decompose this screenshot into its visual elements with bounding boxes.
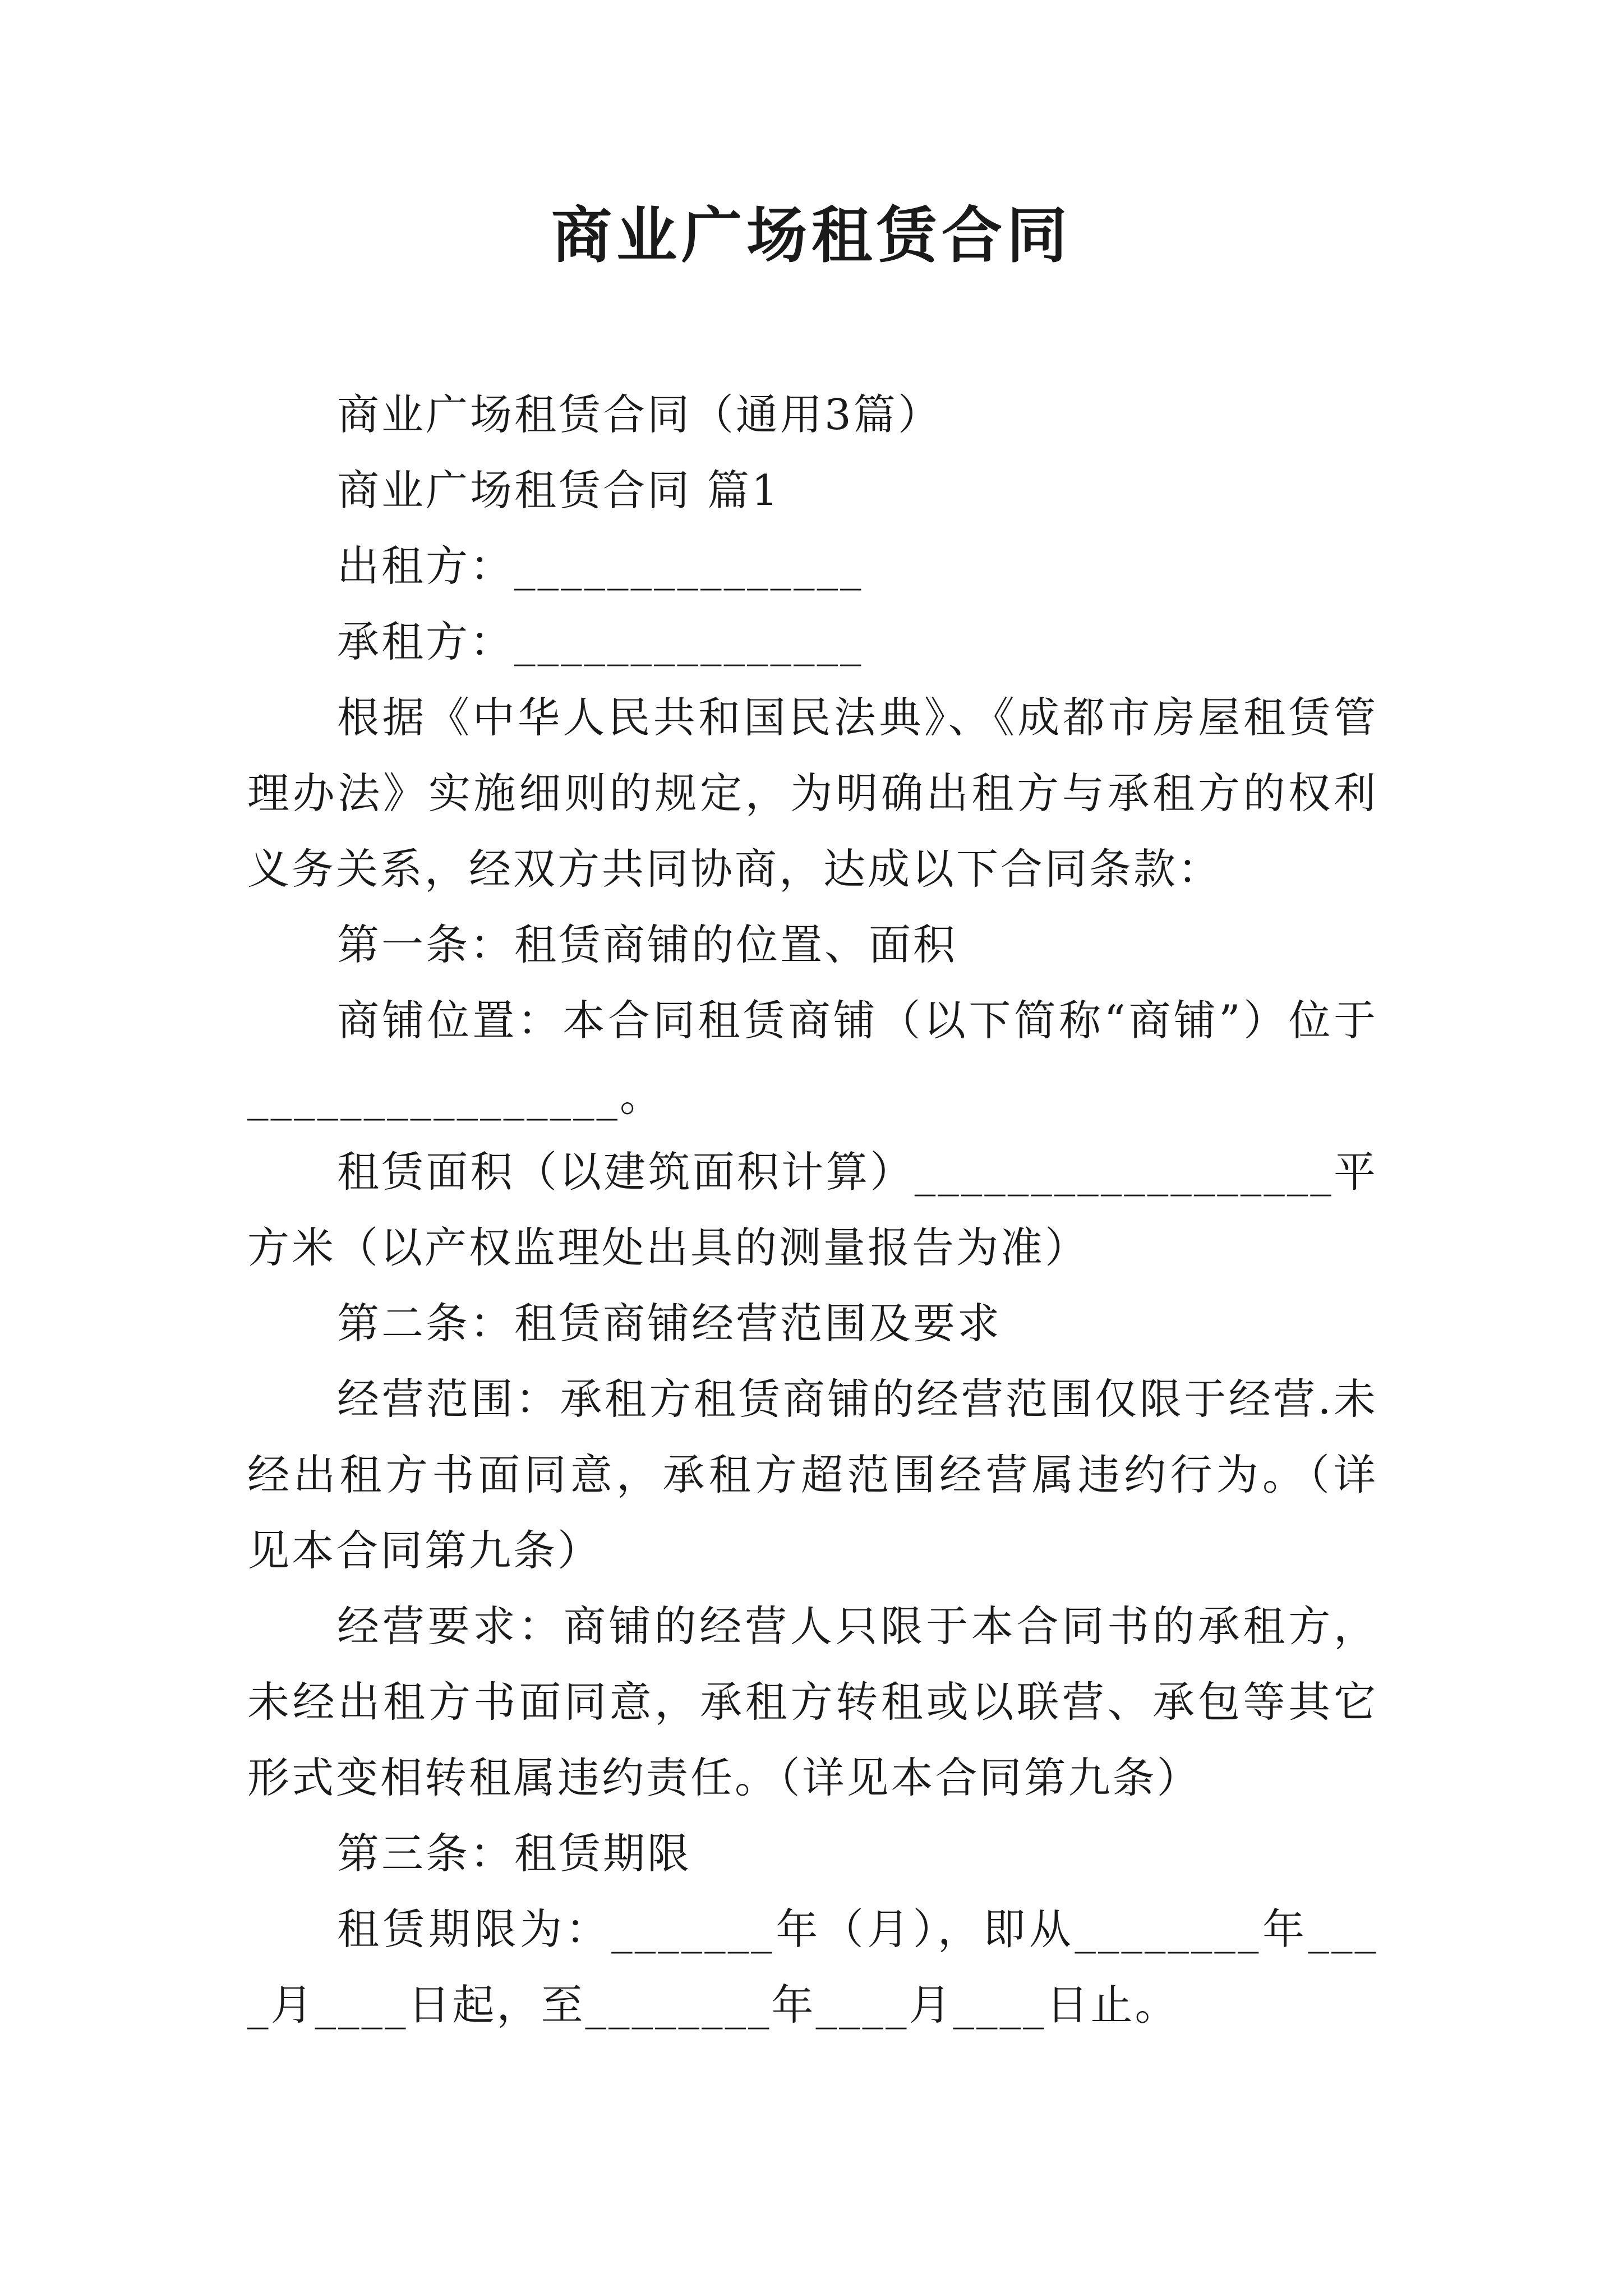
document-title: 商业广场租赁合同 <box>551 200 1072 271</box>
preamble-paragraph: 根据《中华人民共和国民法典》、《成都市房屋租赁管理办法》实施细则的规定，为明确出租方与承租方的权利义务关系，经双方共同协商，达成以下合同条款： <box>247 693 1378 894</box>
article-2-heading: 第二条：租赁商铺经营范围及要求 <box>337 1299 1002 1348</box>
shop-location-paragraph: 商铺位置：本合同租赁商铺（以下简称“商铺”）位于________________。 <box>247 996 1378 1121</box>
lessor-line: 出租方：_______________ <box>337 541 864 591</box>
business-requirements-paragraph: 经营要求：商铺的经营人只限于本合同书的承租方，未经出租方书面同意，承租方转租或以联营、承包等其它形式变相转租属违约责任。（详见本合同第九条） <box>247 1602 1378 1802</box>
document-body <box>247 377 1378 2043</box>
section-heading: 商业广场租赁合同 篇1 <box>337 466 781 515</box>
business-scope-paragraph: 经营范围：承租方租赁商铺的经营范围仅限于经营.未经出租方书面同意，承租方超范围经营属违约行为。（详见本合同第九条） <box>247 1374 1378 1575</box>
lease-term-paragraph: 租赁期限为：_______年（月），即从________年____月____日起，至________年____月____日止。 <box>247 1904 1378 2030</box>
article-1-heading: 第一条：租赁商铺的位置、面积 <box>337 920 958 969</box>
rental-area-paragraph: 租赁面积（以建筑面积计算）__________________平方米（以产权监理处出具的测量报告为准） <box>247 1147 1378 1272</box>
article-3-heading: 第三条：租赁期限 <box>337 1829 692 1878</box>
doc-subtitle: 商业广场租赁合同（通用3篇） <box>337 390 942 439</box>
lessee-line: 承租方：_______________ <box>337 617 864 666</box>
